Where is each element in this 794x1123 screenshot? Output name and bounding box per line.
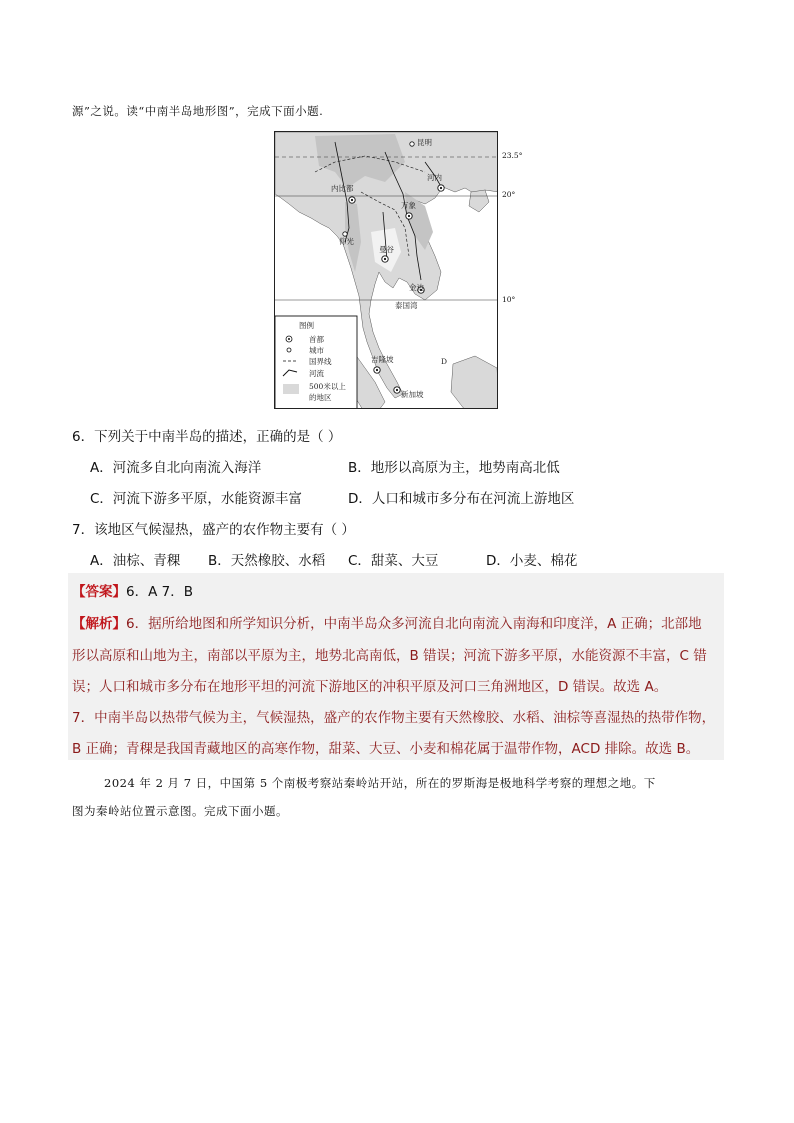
answer-tag: 【答案】: [72, 584, 126, 600]
label-hanoi: 河内: [427, 173, 442, 182]
q6-option-c: C．河流下游多平原，水能资源丰富: [90, 491, 302, 507]
legend-highland-2: 的地区: [309, 393, 332, 402]
lat-label-23: 23.5°: [502, 151, 523, 160]
q6-option-d: D．人口和城市多分布在河流上游地区: [348, 491, 575, 507]
city-yangon: [343, 232, 347, 236]
answer-line: [72, 580, 193, 600]
city-singapore: [394, 387, 400, 393]
legend-border: 国界线: [309, 357, 332, 366]
city-bangkok: [382, 256, 388, 262]
city-naypyidaw: [349, 197, 355, 203]
label-singapore: 新加坡: [401, 390, 424, 399]
hainan-island: [469, 190, 489, 212]
q7-option-b: B．天然橡胶、水稻: [208, 553, 326, 569]
analysis-text-1: 6．据所给地图和所学知识分析，中南半岛众多河流自北向南流入南海和印度洋，A 正确；北部地: [126, 616, 702, 632]
answer-text: 6．A 7．B: [126, 584, 193, 600]
legend-highland-1: 500米以上: [309, 382, 346, 391]
label-kunming: 昆明: [417, 138, 432, 147]
next-passage-line-1: 2024 年 2 月 7 日，中国第 5 个南极考察站秦岭站开站，所在的罗斯海是极地科学考察的理想之地。下: [104, 776, 656, 790]
legend-highland-swatch: [283, 384, 299, 394]
analysis-line-2: 形以高原和山地为主，南部以平原为主，地势北高南低，B 错误；河流下游多平原，水能资源不丰富，C 错: [72, 648, 707, 664]
city-vientiane: [406, 213, 412, 219]
q7-option-d: D．小麦、棉花: [486, 553, 578, 569]
label-yangon: 仰光: [339, 237, 354, 246]
q7-stem: 7．该地区气候湿热，盛产的农作物主要有（ ）: [72, 522, 355, 538]
analysis-tag: 【解析】: [72, 616, 126, 632]
answer-analysis-block: [68, 573, 724, 760]
analysis-line-5: B 正确；青稞是我国青藏地区的高寒作物，甜菜、大豆、小麦和棉花属于温带作物，ACD 排除。故选 B。: [72, 741, 700, 757]
legend-city-icon: [287, 348, 291, 352]
city-hanoi: [438, 185, 444, 191]
q6-option-a: A．河流多自北向南流入海洋: [90, 460, 262, 476]
city-kunming: [410, 142, 414, 146]
label-gulf: 泰国湾: [395, 301, 418, 310]
legend-city: 城市: [309, 346, 324, 355]
legend-title: 图例: [299, 321, 314, 330]
label-phnompenh: 金边: [409, 283, 424, 292]
label-naypyidaw: 内比都: [331, 184, 354, 193]
lat-label-20: 20°: [502, 190, 516, 199]
label-d: D: [441, 357, 448, 366]
q7-option-c: C．甜菜、大豆: [348, 553, 439, 569]
city-kualalumpur: [374, 367, 380, 373]
borneo: [451, 356, 498, 409]
analysis-line-4: 7．中南半岛以热带气候为主，气候湿热，盛产的农作物主要有天然橡胶、水稻、油棕等喜湿热的热带作物，: [72, 710, 716, 726]
legend-river: 河流: [309, 369, 324, 378]
q6-option-b: B．地形以高原为主，地势南高北低: [348, 460, 560, 476]
label-bangkok: 曼谷: [379, 245, 394, 254]
label-vientiane: 万象: [401, 201, 416, 210]
next-passage-line-2: 图为秦岭站位置示意图。完成下面小题。: [72, 804, 288, 818]
indochina-terrain-map: [274, 131, 498, 409]
map-drawing: [275, 132, 498, 409]
intro-text: 源”之说。读“中南半岛地形图”，完成下面小题.: [72, 104, 324, 118]
lat-label-10: 10°: [502, 295, 516, 304]
analysis-line-1: [72, 612, 702, 632]
analysis-line-3: 误；人口和城市多分布在地形平坦的河流下游地区的冲积平原及河口三角洲地区，D 错误。故选 A。: [72, 679, 668, 695]
q7-option-a: A．油棕、青稞: [90, 553, 181, 569]
q6-stem: 6．下列关于中南半岛的描述，正确的是（ ）: [72, 429, 342, 445]
legend-capital: 首都: [309, 335, 324, 344]
label-kualalumpur: 吉隆坡: [371, 355, 394, 364]
map-legend: [275, 316, 357, 409]
